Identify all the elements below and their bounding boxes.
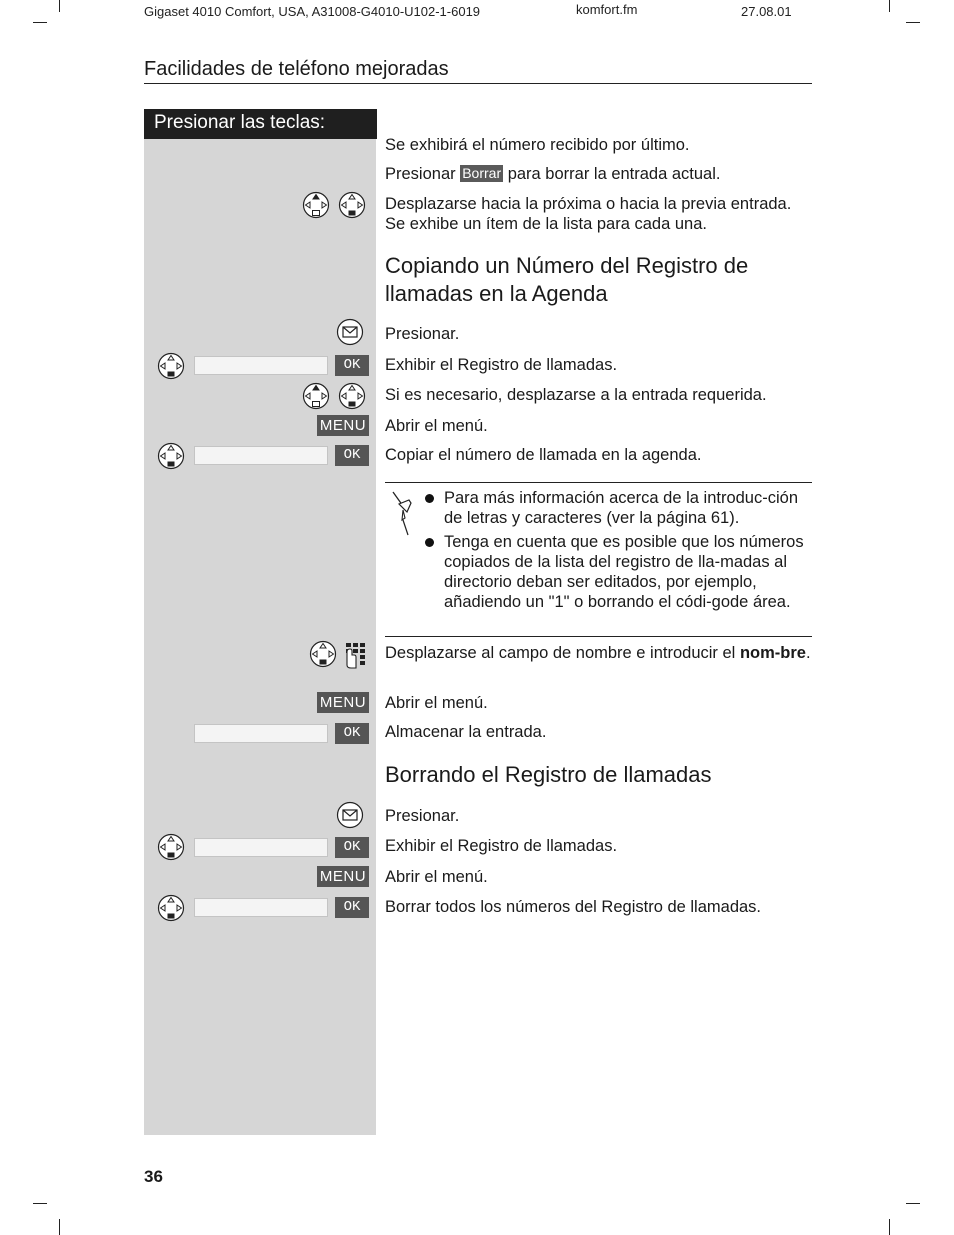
note-bullet: [425, 538, 434, 547]
ok-softkey[interactable]: OK: [335, 837, 369, 858]
borrar-softkey[interactable]: Borrar: [462, 165, 502, 181]
section-title: Facilidades de teléfono mejoradas: [144, 58, 449, 80]
note-bottom-rule: [385, 636, 812, 637]
keys-column-header: Presionar las teclas:: [144, 109, 377, 139]
ok-softkey[interactable]: OK: [335, 897, 369, 918]
display-line: [194, 724, 328, 743]
scroll-entries-text: Desplazarse hacia la próxima o hacia la previa entrada. Se exhibe un ítem de la lista para cada una.: [385, 195, 792, 233]
after-name-step-1: Abrir el menú.: [385, 694, 488, 712]
after-name-step-2: Almacenar la entrada.: [385, 723, 547, 741]
nav-key-down-icon[interactable]: [309, 640, 337, 668]
section-rule: [144, 83, 812, 84]
copy-section-title: Copiando un Número del Registro de llamadas en la Agenda: [385, 253, 749, 306]
crop-mark: [889, 1219, 890, 1235]
doc-info: Gigaset 4010 Comfort, USA, A31008-G4010-U102-1-6019: [144, 4, 481, 19]
nav-key-down-icon[interactable]: [157, 442, 185, 470]
borrar-instruction: Presionar Borrar para borrar la entrada actual.: [385, 165, 721, 183]
copy-step-3: Si es necesario, desplazarse a la entrada requerida.: [385, 386, 767, 404]
note-1: Para más información acerca de la introduc-ción de letras y caracteres (ver la página 61).: [444, 489, 799, 527]
ok-softkey[interactable]: OK: [335, 723, 369, 744]
delete-step-3: Abrir el menú.: [385, 868, 488, 886]
crop-mark: [906, 22, 920, 23]
crop-mark: [59, 1219, 60, 1235]
ok-softkey[interactable]: OK: [335, 445, 369, 466]
last-number-text: Se exhibirá el número recibido por último.: [385, 136, 690, 154]
crop-mark: [33, 1203, 47, 1204]
ok-softkey[interactable]: OK: [335, 355, 369, 376]
name-field-text: Desplazarse al campo de nombre e introducir el nom-bre.: [385, 644, 811, 662]
nav-key-up-icon[interactable]: [302, 191, 330, 219]
delete-step-4: Borrar todos los números del Registro de llamadas.: [385, 898, 762, 916]
nav-key-down-icon[interactable]: [157, 894, 185, 922]
page-number: 36: [144, 1167, 163, 1186]
nav-key-up-icon[interactable]: [302, 382, 330, 410]
note-top-rule: [385, 482, 812, 483]
crop-mark: [33, 22, 47, 23]
delete-section-title: Borrando el Registro de llamadas: [385, 762, 712, 787]
envelope-key-icon[interactable]: [336, 318, 364, 346]
crop-mark: [59, 0, 60, 12]
menu-key[interactable]: MENU: [317, 866, 369, 887]
menu-key[interactable]: MENU: [317, 415, 369, 436]
copy-step-4: Abrir el menú.: [385, 417, 488, 435]
file-name: komfort.fm: [576, 2, 638, 17]
nav-key-down-icon[interactable]: [338, 382, 366, 410]
display-line: [194, 898, 328, 917]
keypad-icon[interactable]: [341, 641, 369, 669]
display-line: [194, 446, 328, 465]
name-field-bold: nom-bre: [739, 644, 806, 662]
copy-step-1: Presionar.: [385, 325, 460, 343]
note-bullet: [425, 494, 434, 503]
pushpin-icon: [390, 490, 416, 538]
delete-step-1: Presionar.: [385, 807, 460, 825]
nav-key-down-icon[interactable]: [338, 191, 366, 219]
copy-step-5: Copiar el número de llamada en la agenda.: [385, 446, 702, 464]
nav-key-down-icon[interactable]: [157, 352, 185, 380]
note-2: Tenga en cuenta que es posible que los números copiados de la lista del registro de lla-madas al directorio deban ser editados, por ejemplo, añadiendo un "1" o borrando el códi-gode área.: [444, 533, 804, 611]
display-line: [194, 838, 328, 857]
doc-date: 27.08.01: [741, 4, 792, 19]
crop-mark: [889, 0, 890, 12]
nav-key-down-icon[interactable]: [157, 833, 185, 861]
delete-step-2: Exhibir el Registro de llamadas.: [385, 837, 618, 855]
menu-key[interactable]: MENU: [317, 692, 369, 713]
crop-mark: [906, 1203, 920, 1204]
envelope-key-icon[interactable]: [336, 801, 364, 829]
display-line: [194, 356, 328, 375]
keys-column: [144, 139, 376, 1135]
copy-step-2: Exhibir el Registro de llamadas.: [385, 356, 618, 374]
